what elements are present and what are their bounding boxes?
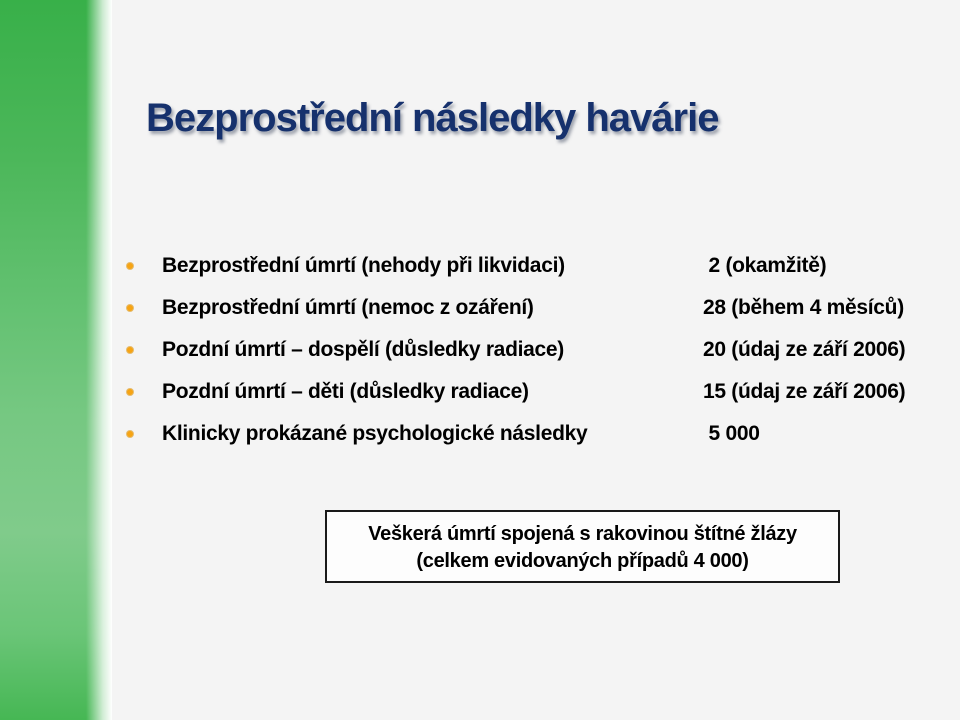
bullet-icon [127, 305, 133, 311]
bullet-icon [127, 389, 133, 395]
bullet-label: Klinicky prokázané psychologické následky [162, 422, 588, 445]
bullet-icon [127, 431, 133, 437]
bullet-icon [127, 263, 133, 269]
bullet-label: Pozdní úmrtí – děti (důsledky radiace) [162, 380, 529, 403]
slide-title: Bezprostřední následky havárie [146, 96, 719, 140]
bullet-label: Bezprostřední úmrtí (nemoc z ozáření) [162, 296, 534, 319]
note-line-1: Veškerá úmrtí spojená s rakovinou štítné žlázy [368, 523, 797, 545]
list-item [122, 371, 932, 413]
list-item [122, 245, 932, 287]
bullet-value: 5 000 [703, 422, 760, 445]
list-item [122, 413, 932, 455]
note-box [325, 510, 840, 583]
bullet-value: 15 (údaj ze září 2006) [703, 380, 906, 403]
bullet-list [122, 245, 932, 455]
bullet-value: 2 (okamžitě) [703, 254, 827, 277]
bullet-value: 20 (údaj ze září 2006) [703, 338, 906, 361]
list-item [122, 287, 932, 329]
sidebar-accent-bar [0, 0, 112, 720]
bullet-value: 28 (během 4 měsíců) [703, 296, 904, 319]
bullet-label: Pozdní úmrtí – dospělí (důsledky radiace) [162, 338, 564, 361]
list-item [122, 329, 932, 371]
bullet-icon [127, 347, 133, 353]
note-line-2: (celkem evidovaných případů 4 000) [416, 550, 749, 572]
bullet-label: Bezprostřední úmrtí (nehody při likvidaci) [162, 254, 565, 277]
